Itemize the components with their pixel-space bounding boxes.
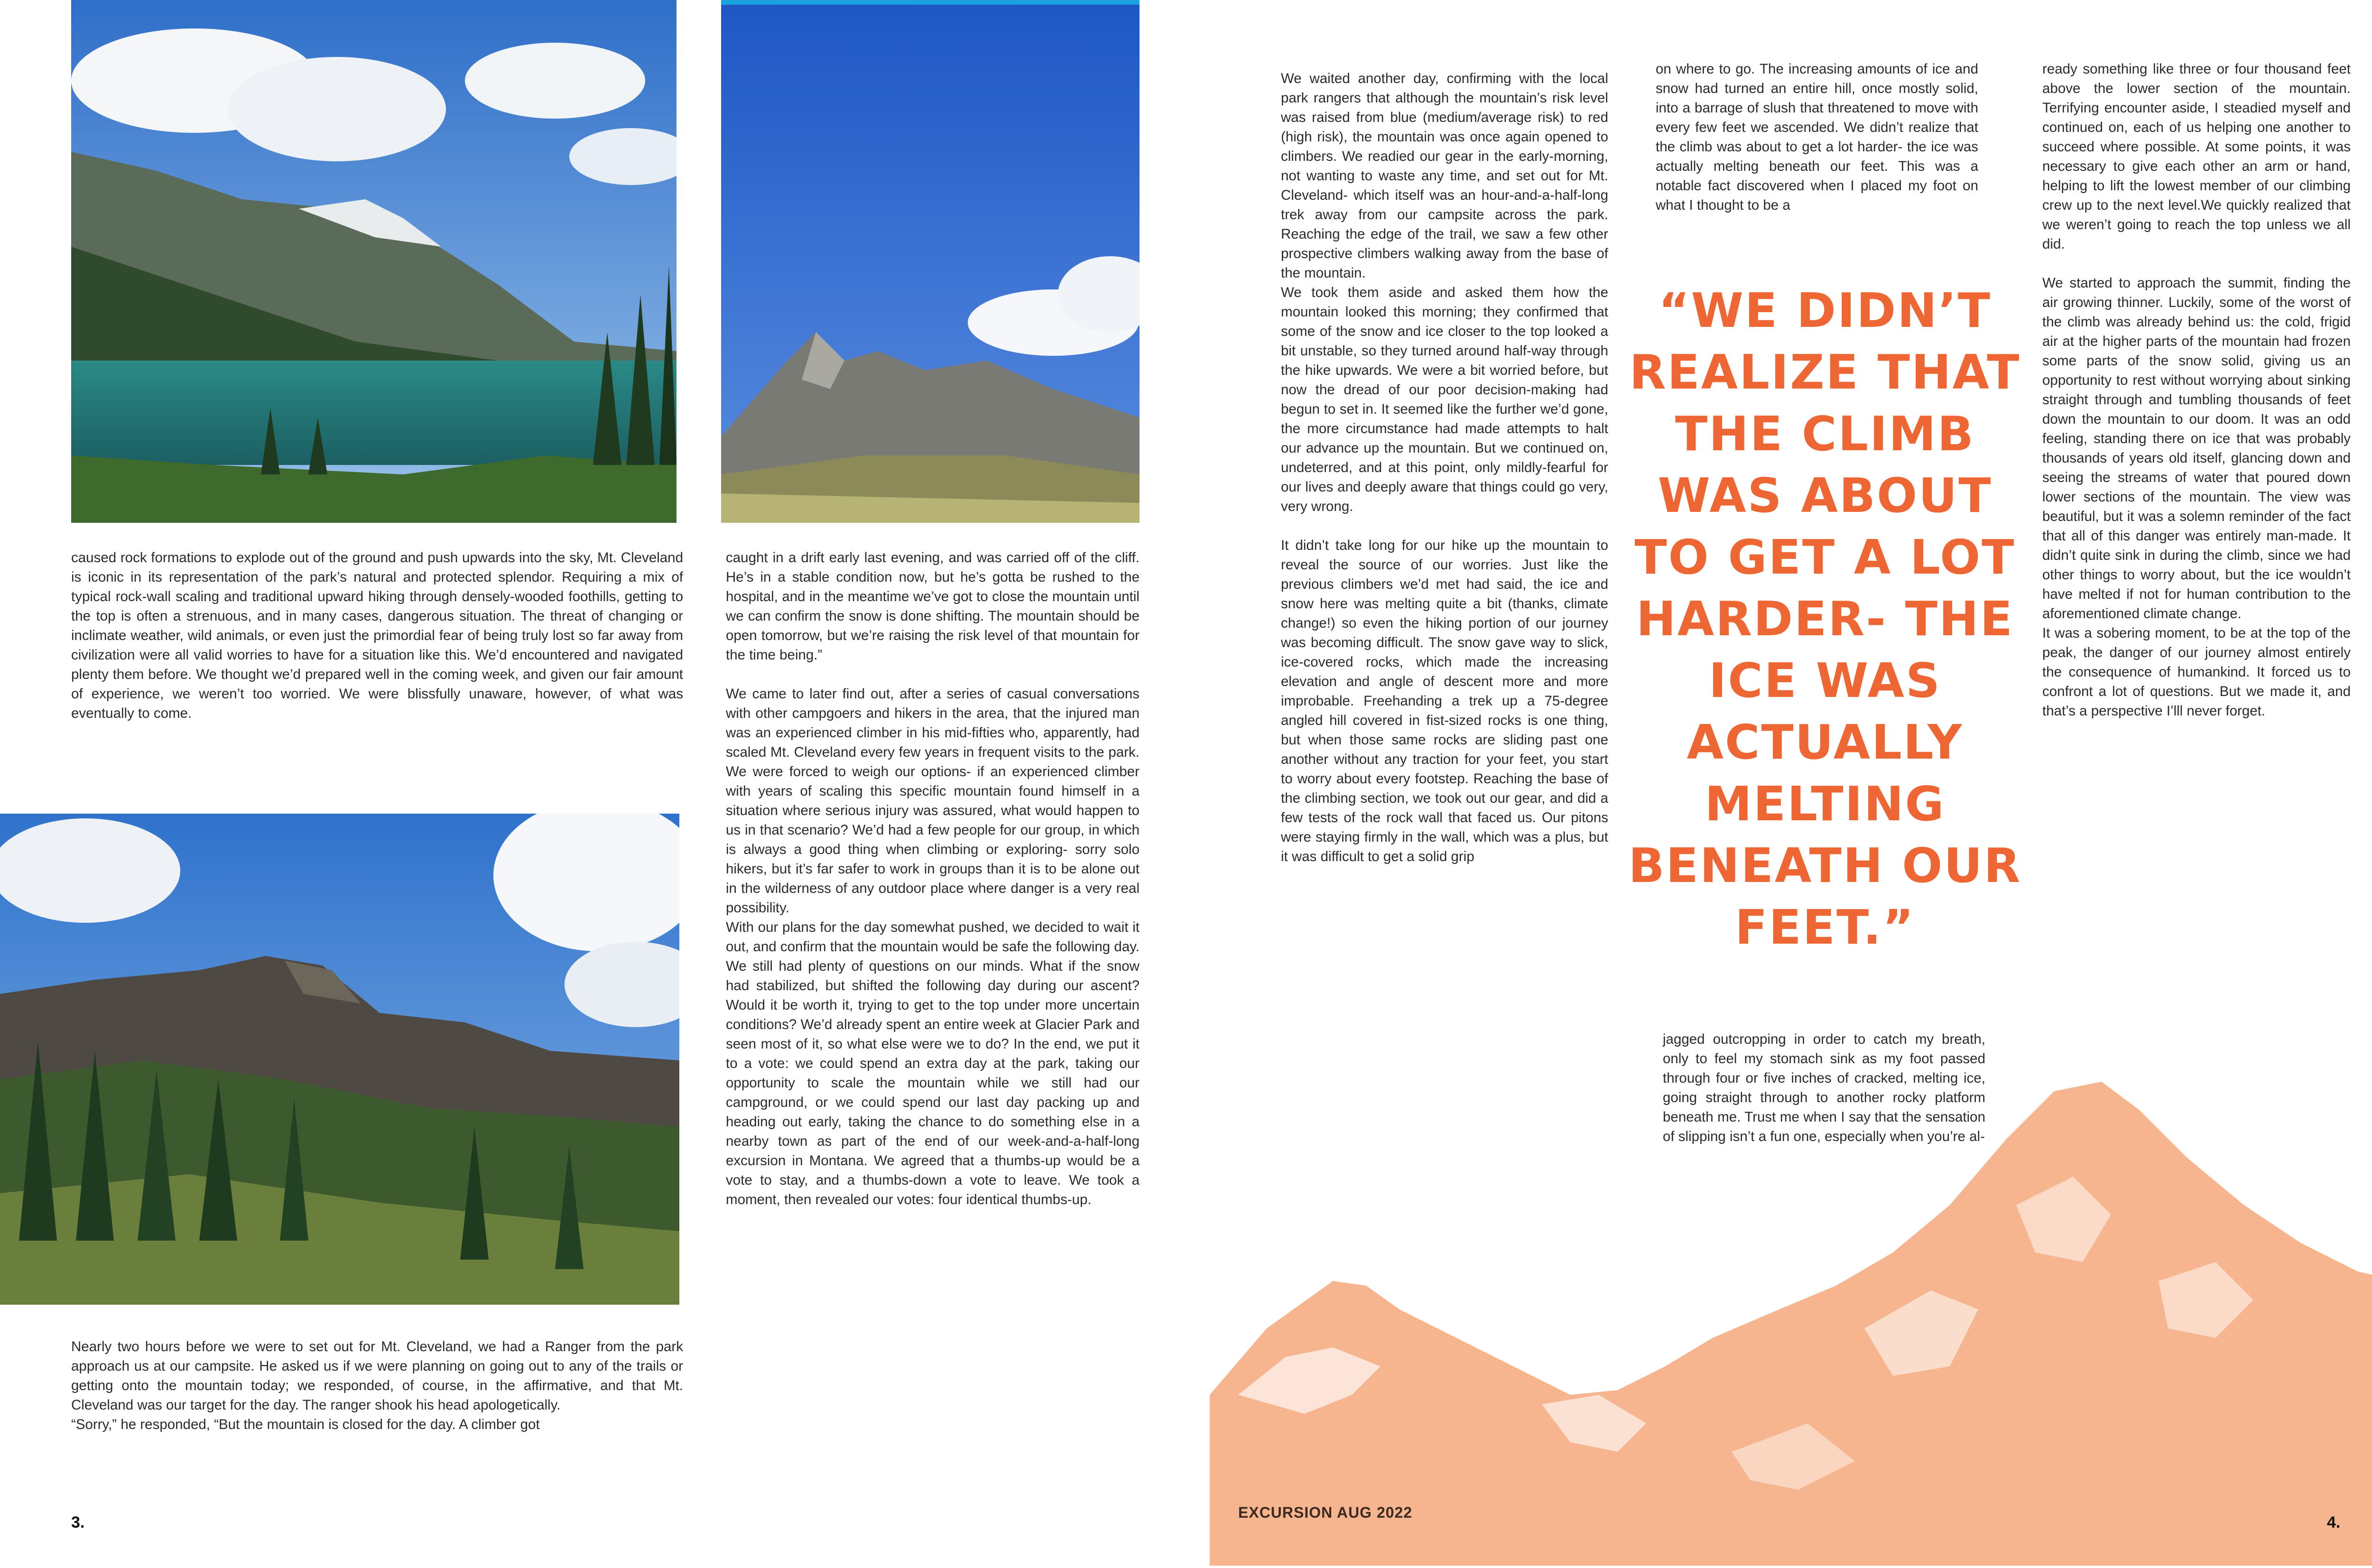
mountain-peak-photo <box>721 0 1140 523</box>
column-4-top <box>1656 59 1978 215</box>
body-paragraph: Nearly two hours before we were to set out for Mt. Cleveland, we had a Ranger from the park approach us at our campsite. He asked us if we were planning on going out to any of the trails or getting onto the mountain today; we responded, of course, in the affirmative, and that Mt. Cleveland was our target for the day. The ranger shook his head apologetically. <box>71 1339 683 1413</box>
column-5 <box>2042 59 2351 721</box>
body-paragraph: We started to approach the summit, finding the air growing thinner. Luckily, some of the worst of the climb was already behind us: the cold, frigid air at the higher parts of the mountain had frozen some parts of the snow solid, giving us an opportunity to rest without worrying about sinking straight through and tumbling thousands of feet down the mountain to our doom. It was an odd feeling, standing there on ice that was probably thousands of years old itself, glancing down and seeing the streams of water that poured down lower sections of the mountain. The view was beautiful, but it was a solemn reminder of the fact that all of this danger was entirely man-made. It didn’t quite sink in during the climb, since we had other things to worry about, but the ice wouldn’t have melted if not for human contribution to the aforementioned climate change. <box>2042 275 2351 622</box>
body-paragraph: caused rock formations to explode out of the ground and push upwards into the sky, Mt. Cleveland is iconic in its representation of the park’s natural and protected splendor. Requiring a mix of typical rock-wall scaling and traditional upward hiking through densely-wooded foothills, getting to the top is often a strenuous, and in many cases, dangerous situation. The threat of changing or inclimate weather, wild animals, or even just the primordial fear of being truly lost so far away from civilization were all valid worries to have for a situation like this. We’d encountered and navigated plenty them before. We thought we’d prepared well in the coming week, and given our fair amount of experience, we weren’t too worried. We were blissfully unaware, however, of what was eventually to come. <box>71 550 683 721</box>
page-number-left: 3. <box>71 1513 85 1531</box>
page-number-right: 4. <box>2327 1513 2341 1531</box>
column-1-top <box>71 548 683 723</box>
magazine-footer: EXCURSION AUG 2022 <box>1238 1504 1413 1521</box>
column-2 <box>726 548 1140 1209</box>
body-paragraph: caught in a drift early last evening, and was carried off of the cliff. He’s in a stable condition now, but he’s gotta be rushed to the hospital, and in the meantime we’ve got to close the mountain until we can confirm the snow is done shifting. The mountain should be open tomorrow, but we’re raising the risk level of that mountain for the time being.” <box>726 550 1140 663</box>
forest-photo <box>0 814 679 1305</box>
lake-photo <box>71 0 676 523</box>
column-4-bottom <box>1663 1030 1985 1146</box>
body-paragraph: It was a sobering moment, to be at the top of the peak, the danger of our journey almost entirely the consequence of humankind. It forced us to confront a lot of questions. But we made it, and that’s a perspective I’lll never forget. <box>2042 625 2351 719</box>
body-paragraph: on where to go. The increasing amounts of ice and snow had turned an entire hill, once mostly solid, into a barrage of slush that threatened to move with every few feet we ascended. We didn’t realize that the climb was about to get a lot harder- the ice was actually melting beneath our feet. This was a notable fact discovered when I placed my foot on what I thought to be a <box>1656 61 1978 213</box>
body-paragraph: We took them aside and asked them how the mountain looked this morning; they confirmed that some of the snow and ice closer to the top looked a bit unstable, so they turned around half-way through the hike upwards. We were a bit worried before, but now the dread of our poor decision-making had begun to set in. It seemed like the further we’d gone, the more circumstance had made attempts to halt our advance up the mountain. But we continued on, undeterred, and at this point, only mildly-fearful for our lives and deeply aware that things could go very, very wrong. <box>1281 285 1608 514</box>
body-paragraph: It didn’t take long for our hike up the mountain to reveal the source of our worries. Just like the previous climbers we’d met had said, the ice and snow here was melting quite a bit (thanks, climate change!) so even the hiking portion of our journey was becoming difficult. The snow gave way to slick, ice-covered rocks, which made the increasing elevation and angle of descent more and more improbable. Freehanding a trek up a 75-degree angled hill covered in fist-sized rocks is one thing, but when those same rocks are sliding past one another without any traction for your feet, you start to worry about every footstep. Reaching the base of the climbing section, we took out our gear, and did a few tests of the rock wall that faced us. Our pitons were staying firmly in the wall, which was a plus, but it was difficult to get a solid grip <box>1281 538 1608 864</box>
body-paragraph: ready something like three or four thousand feet above the lower section of the mountain. Terrifying encounter aside, I steadied myself and continued on, each of us helping one another to succeed where possible. At some points, it was necessary to give each other an arm or hand, helping to lift the lowest member of our climbing crew up to the next level.We quickly realized that we weren’t going to reach the top unless we all did. <box>2042 61 2351 252</box>
column-1-bottom <box>71 1337 683 1434</box>
column-3 <box>1281 69 1608 866</box>
body-paragraph: We waited another day, confirming with the local park rangers that although the mountain’s risk level was raised from blue (medium/average risk) to red (high risk), the mountain was once again opened to climbers. We readied our gear in the early-morning, not wanting to waste any time, and set out for Mt. Cleveland- which itself was an hour-and-a-half-long trek away from our campsite across the park. Reaching the edge of the trail, we saw a few other prospective climbers walking away from the base of the mountain. <box>1281 71 1608 281</box>
pull-quote: “WE DIDN’T REALIZE THAT THE CLIMB WAS ABOUT TO GET A LOT HARDER- THE ICE WAS ACTUALLY MELTING BENEATH OUR FEET.” <box>1628 283 2022 955</box>
body-paragraph: “Sorry,” he responded, “But the mountain is closed for the day. A climber got <box>71 1417 540 1432</box>
body-paragraph: With our plans for the day somewhat pushed, we decided to wait it out, and confirm that the mountain would be safe the following day. We still had plenty of questions on our minds. What if the snow had stabilized, but shifted the following day during our ascent? Would it be worth it, trying to get to the top under more uncertain conditions? We’d already spent an entire week at Glacier Park and seen most of it, so what else were we to do? In the end, we put it to a vote: we could spend an extra day at the park, taking our opportunity to scale the mountain while we still had our campground, or we could spend our last day packing up and heading out early, taking the chance to do something else in a nearby town as part of the end of our week-and-a-half-long excursion in Montana. We agreed that a thumbs-up would be a vote to stay, and a thumbs-down a vote to leave. We took a moment, then revealed our votes: four identical thumbs-up. <box>726 919 1140 1207</box>
body-paragraph: jagged outcropping in order to catch my breath, only to feel my stomach sink as my foot passed through four or five inches of cracked, melting ice, going straight through to another rocky platform beneath me. Trust me when I say that the sensation of slipping isn’t a fun one, especially when you’re al- <box>1663 1031 1985 1144</box>
body-paragraph: We came to later find out, after a series of casual conversations with other campgoers and hikers in the area, that the injured man was an experienced climber in his mid-fifties who, apparently, had scaled Mt. Cleveland every few years in frequent visits to the park. We were forced to weigh our options- if an experienced climber with years of scaling this specific mountain found himself in a situation where serious injury was assured, what would happen to us in that scenario? We’d had a few people for our group, in which is always a good thing when climbing or exploring- sorry solo hikers, but it’s far safer to work in groups than it is to be alone out in the wilderness of any outdoor place where danger is a very real possibility. <box>726 686 1140 916</box>
